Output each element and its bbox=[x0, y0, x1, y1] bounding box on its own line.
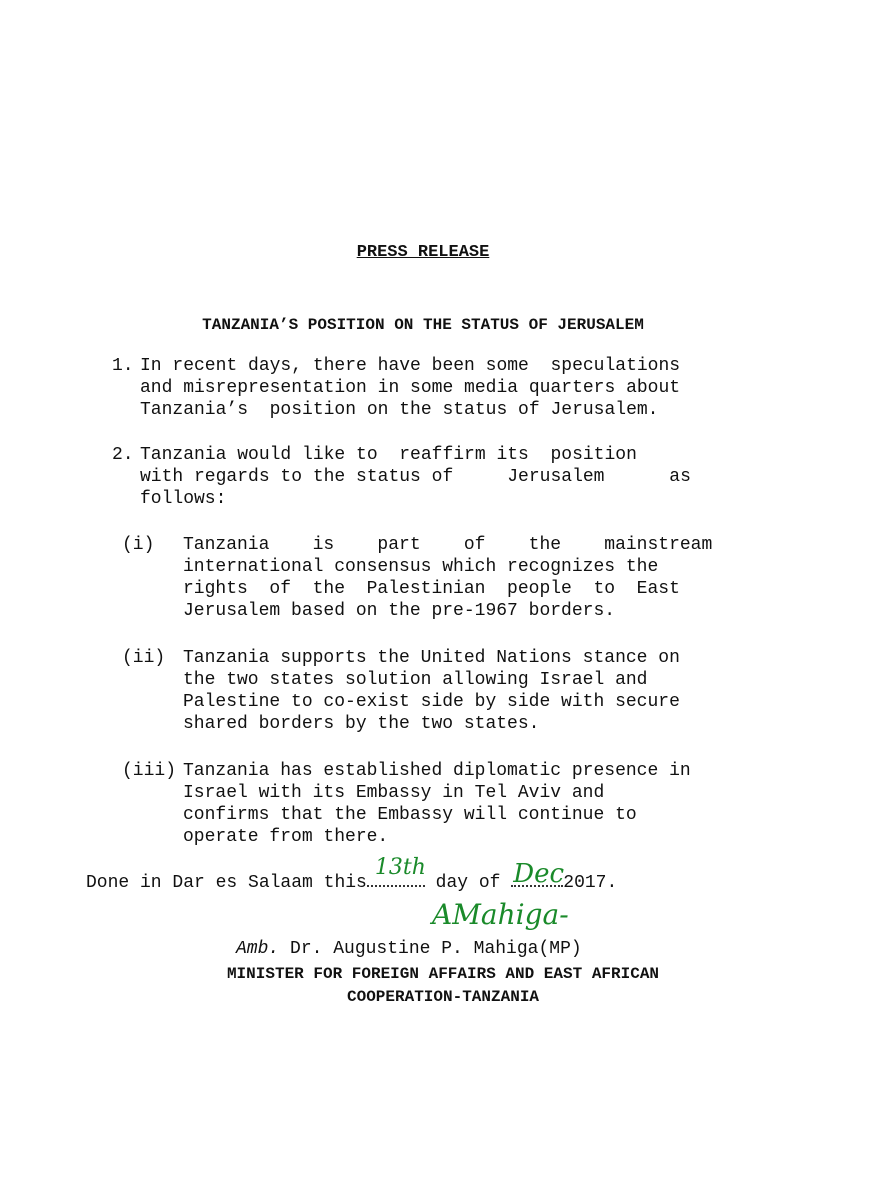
point-line: operate from there. bbox=[183, 827, 389, 847]
paragraph-1-line: Tanzania’s position on the status of Jerusalem. bbox=[140, 400, 659, 420]
point-line: the two states solution allowing Israel and bbox=[183, 670, 648, 690]
page-title: PRESS RELEASE bbox=[356, 243, 490, 262]
point-line: confirms that the Embassy will continue to bbox=[183, 805, 637, 825]
point-label: (ii) bbox=[122, 648, 166, 668]
handwritten-month: Dec bbox=[513, 859, 565, 889]
document-subtitle: TANZANIA’S POSITION ON THE STATUS OF JERUSALEM bbox=[202, 316, 644, 334]
signatory-position-line2: COOPERATION-TANZANIA bbox=[346, 988, 540, 1006]
point-line: international consensus which recognizes the bbox=[183, 557, 659, 577]
signatory-position-line1: MINISTER FOR FOREIGN AFFAIRS AND EAST AFRICAN bbox=[226, 965, 660, 983]
point-line: Palestine to co-exist side by side with secure bbox=[183, 692, 680, 712]
closing-prefix: Done in Dar es Salaam this bbox=[86, 873, 367, 893]
signatory-name: Dr. Augustine P. Mahiga(MP) bbox=[279, 939, 582, 959]
signatory-title: Amb. bbox=[236, 939, 280, 959]
point-line: Jerusalem based on the pre-1967 borders. bbox=[183, 601, 616, 621]
handwritten-day: 13th bbox=[374, 855, 426, 880]
paragraph-1-line: and misrepresentation in some media quarters about bbox=[140, 378, 681, 398]
closing-year: 2017. bbox=[563, 873, 618, 893]
paragraph-2-line: follows: bbox=[140, 489, 227, 509]
day-blank bbox=[367, 855, 426, 887]
month-blank bbox=[511, 859, 565, 889]
point-line: Tanzania has established diplomatic presence in bbox=[183, 761, 691, 781]
point-label: (iii) bbox=[122, 761, 177, 781]
point-line: shared borders by the two states. bbox=[183, 714, 540, 734]
point-line: Tanzania supports the United Nations stance on bbox=[183, 648, 680, 668]
paragraph-2-line: with regards to the status of Jerusalem as bbox=[140, 467, 691, 487]
closing-middle: day of bbox=[424, 873, 512, 893]
point-label: (i) bbox=[122, 535, 155, 555]
signatory-name-line bbox=[236, 938, 582, 960]
paragraph-1-line: In recent days, there have been some speculations bbox=[140, 356, 681, 376]
closing-line bbox=[86, 855, 618, 894]
signature: AMahiga- bbox=[432, 898, 569, 931]
point-line: Tanzania is part of the mainstream bbox=[183, 535, 713, 555]
point-line: rights of the Palestinian people to East bbox=[183, 579, 680, 599]
paragraph-number: 2. bbox=[112, 445, 134, 465]
paragraph-number: 1. bbox=[112, 356, 134, 376]
paragraph-2-line: Tanzania would like to reaffirm its position bbox=[140, 445, 637, 465]
point-line: Israel with its Embassy in Tel Aviv and bbox=[183, 783, 605, 803]
